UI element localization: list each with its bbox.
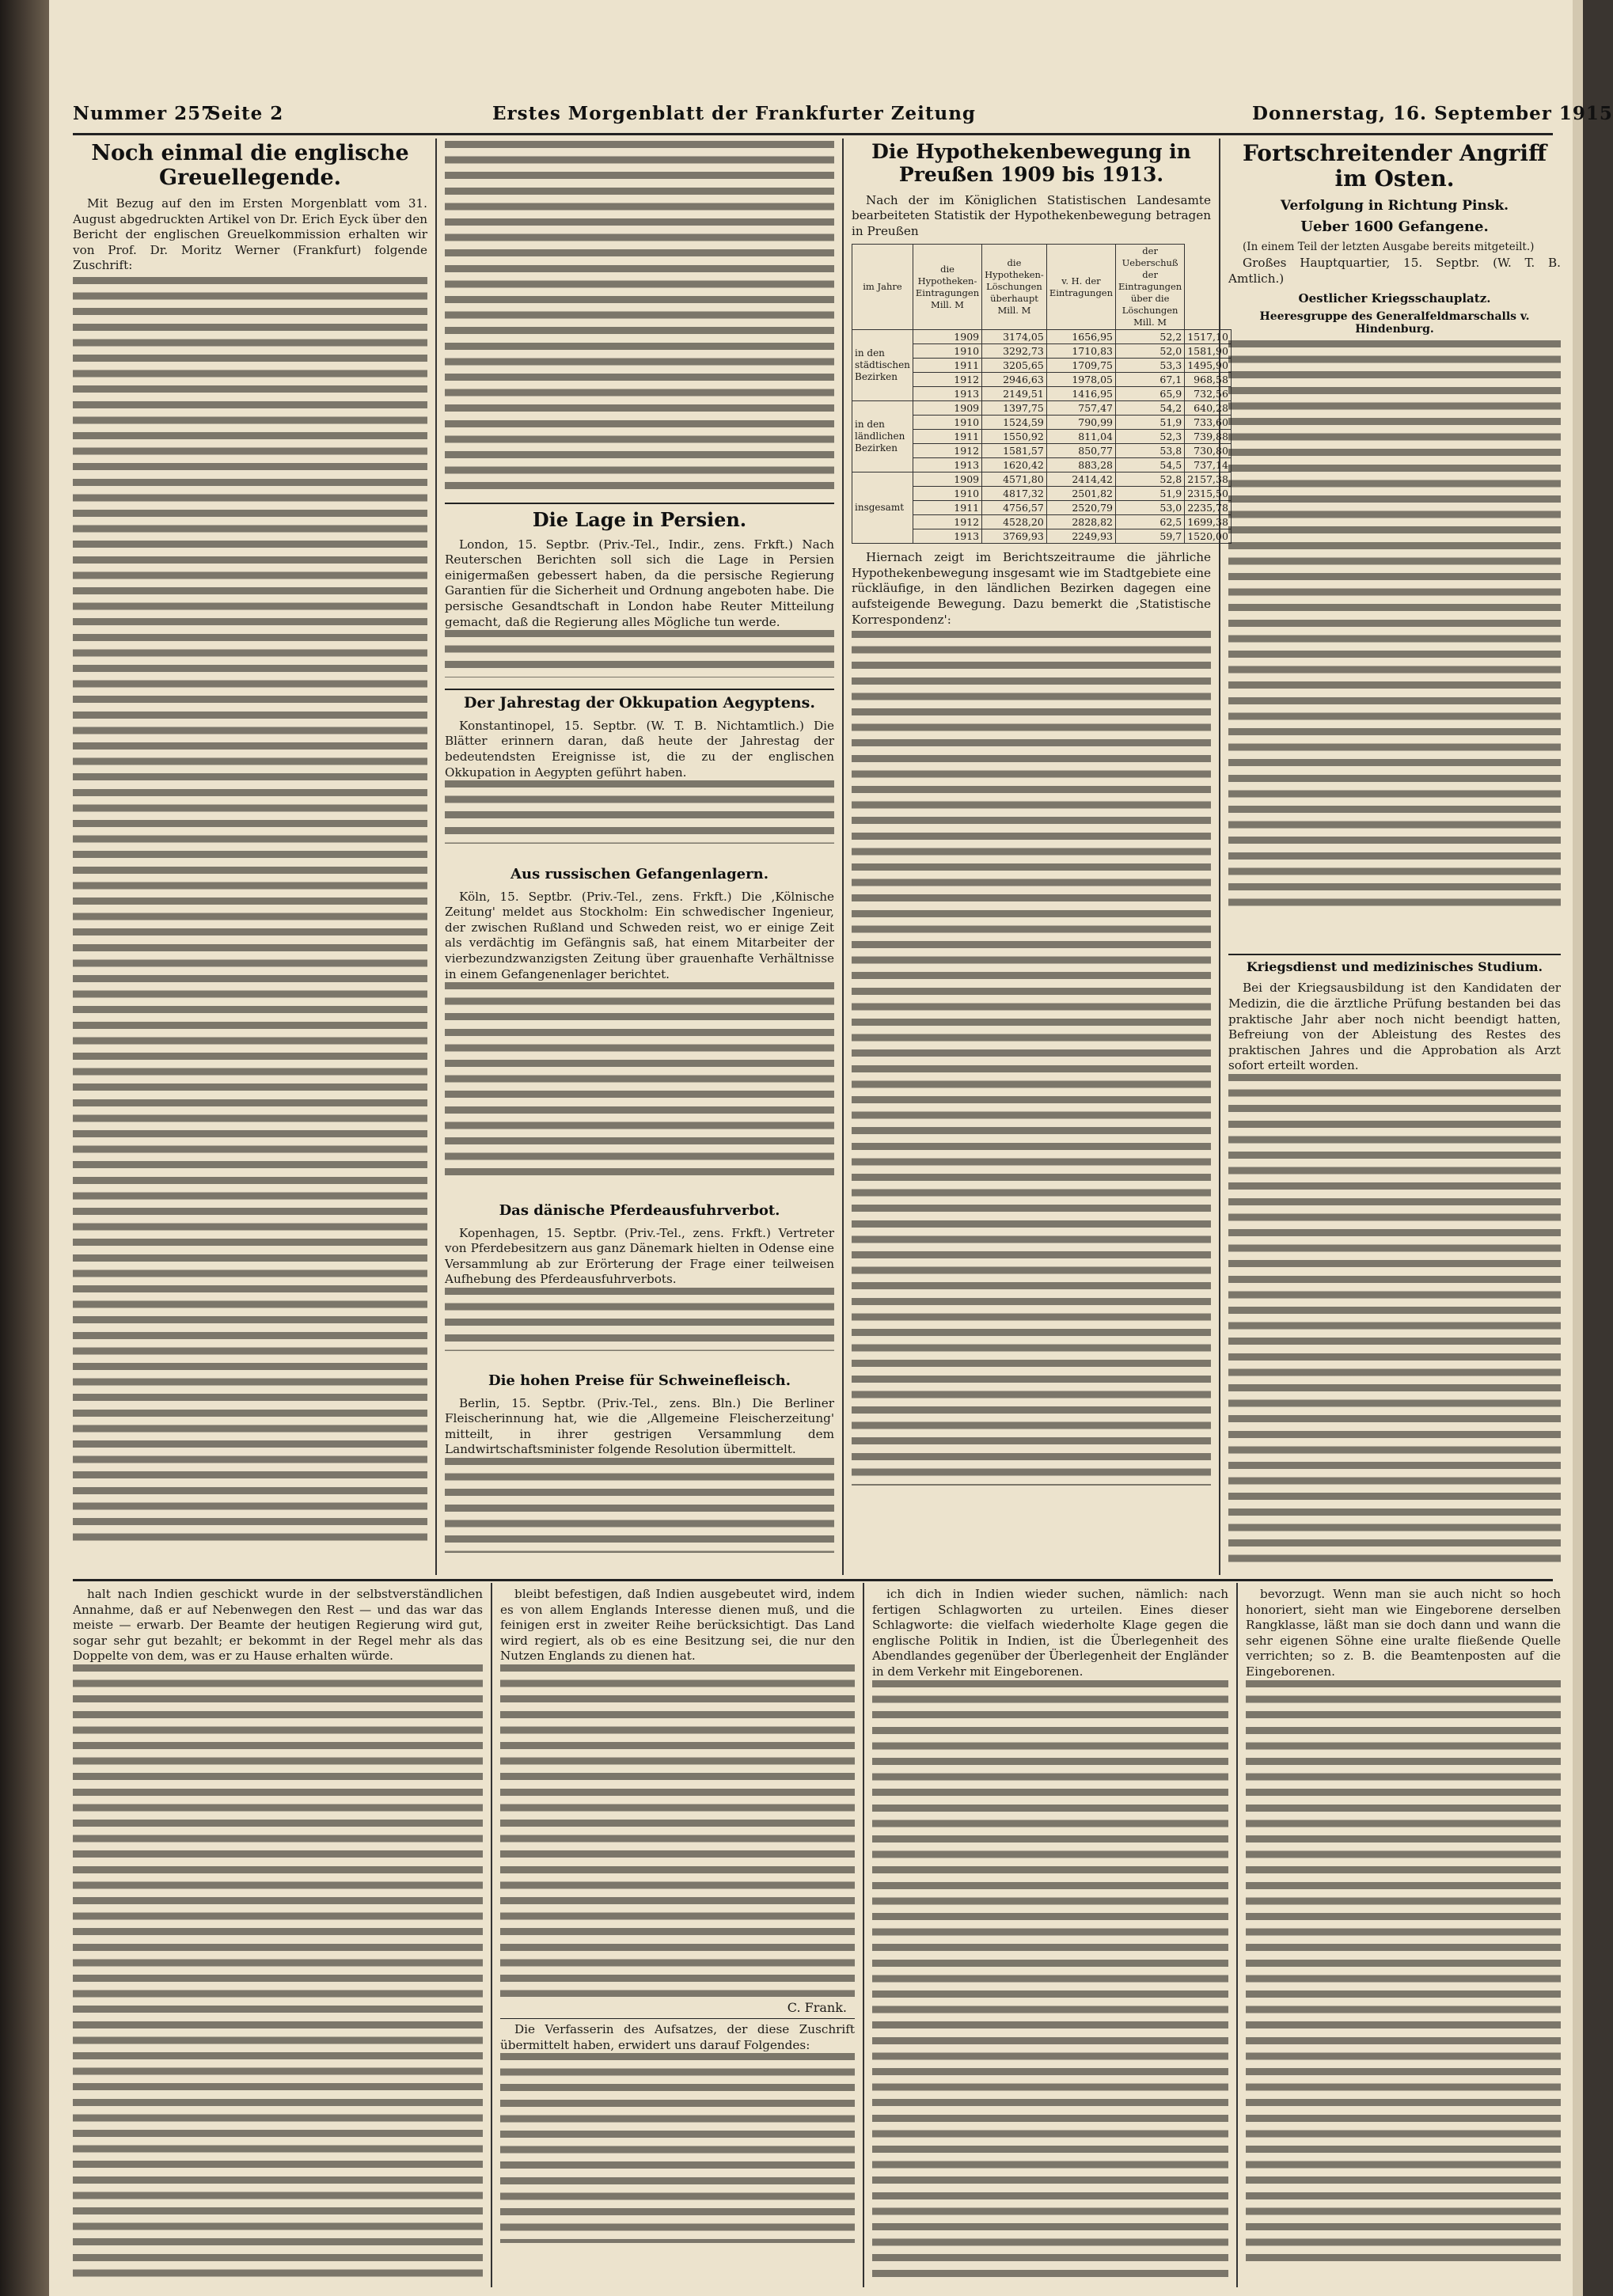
- section-rule: [73, 1579, 1553, 1581]
- feuilleton-column-3: [872, 1587, 1228, 2283]
- table-cell: 733,60: [1185, 416, 1232, 430]
- table-cell: 2315,50: [1185, 487, 1232, 501]
- body-text-lines: [73, 277, 427, 1543]
- column-rule: [435, 139, 437, 1575]
- table-row: [852, 330, 1232, 344]
- article-greuellegende-continued: [445, 141, 834, 497]
- feuilleton-column-4: [1246, 1587, 1561, 2283]
- table-cell: 1581,90: [1185, 344, 1232, 359]
- table-cell: 757,47: [1046, 401, 1115, 416]
- column-rule: [491, 1583, 492, 2287]
- article-subtitle: Verfolgung in Richtung Pinsk.: [1280, 198, 1509, 214]
- table-cell: 2828,82: [1046, 515, 1115, 529]
- column-rule: [863, 1583, 864, 2287]
- table-cell: 1517,10: [1185, 330, 1232, 344]
- column-rule: [1236, 1583, 1238, 2287]
- table-cell: 67,1: [1116, 373, 1185, 387]
- table-cell: 1911: [913, 501, 981, 515]
- table-row: [852, 401, 1232, 416]
- article-body: Kopenhagen, 15. Septbr. (Priv.-Tel., zens. Frkft.) Vertreter von Pferdebesitzern aus ganz Dänemark hielten in Odense eine Versammlung ab zur Erörterung der Frage einer teilweisen Aufhebung des Pferdeausfuhrverbots.: [445, 1225, 834, 1287]
- article-subtitle: Ueber 1600 Gefangene.: [1300, 218, 1489, 236]
- page-edge: [1573, 0, 1583, 2296]
- article-rule: [1228, 954, 1561, 955]
- issue-number: Nummer 257: [73, 103, 215, 124]
- table-body: [852, 330, 1232, 544]
- table-cell: 1909: [913, 472, 981, 487]
- article-aegypten: [445, 689, 834, 863]
- section-heading: Oestlicher Kriegsschauplatz.: [1298, 291, 1491, 306]
- body-text-lines: [500, 1664, 855, 1997]
- table-cell: 1912: [913, 444, 981, 458]
- table-group-label: in den ländlichen Bezirken: [852, 401, 913, 472]
- table-cell: 968,58: [1185, 373, 1232, 387]
- body-text-lines: [872, 1680, 1228, 2282]
- feuilleton-column-1: [73, 1587, 483, 2283]
- table-cell: 1909: [913, 330, 981, 344]
- table-cell: 54,2: [1116, 401, 1185, 416]
- table-cell: 2520,79: [1046, 501, 1115, 515]
- table-cell: 1913: [913, 387, 981, 401]
- table-header: die Hypotheken-Eintragungen Mill. M: [913, 245, 981, 330]
- table-cell: 1911: [913, 359, 981, 373]
- table-cell: 1416,95: [1046, 387, 1115, 401]
- table-cell: 1709,75: [1046, 359, 1115, 373]
- book-binding: [0, 0, 49, 2296]
- article-angriff-osten: [1228, 141, 1561, 948]
- edition-title: Erstes Morgenblatt der Frankfurter Zeitung: [492, 103, 977, 124]
- article-title: Noch einmal die englische Greuellegende.: [91, 141, 409, 191]
- table-cell: 1910: [913, 416, 981, 430]
- table-cell: 1581,57: [982, 444, 1047, 458]
- table-cell: 2149,51: [982, 387, 1047, 401]
- table-cell: 2501,82: [1046, 487, 1115, 501]
- table-cell: 1699,38: [1185, 515, 1232, 529]
- table-cell: 62,5: [1116, 515, 1185, 529]
- table-cell: 1912: [913, 515, 981, 529]
- divider: [500, 2018, 855, 2019]
- table-cell: 4528,20: [982, 515, 1047, 529]
- article-body: Bei der Kriegsausbildung ist den Kandidaten der Medizin, die die ärztliche Prüfung bestanden bei das praktische Jahr aber noch nicht beendigt hatten, Befreiung von der Ableistung des Restes des praktischen Jahres und die Approbation als Arzt sofort erteilt worden.: [1228, 981, 1561, 1073]
- article-intro: Nach der im Königlichen Statistischen Landesamte bearbeiteten Statistik der Hypothekenbewegung betragen in Preußen: [852, 192, 1211, 238]
- table-cell: 1710,83: [1046, 344, 1115, 359]
- table-cell: 3174,05: [982, 330, 1047, 344]
- feuilleton-column-2: [500, 1587, 855, 2283]
- table-cell: 1397,75: [982, 401, 1047, 416]
- article-title: Die hohen Preise für Schweinefleisch.: [488, 1372, 791, 1389]
- table-cell: 59,7: [1116, 529, 1185, 544]
- table-cell: 1550,92: [982, 430, 1047, 444]
- article-schweinefleisch: [445, 1373, 834, 1575]
- body-text-lines: [445, 1288, 834, 1351]
- table-cell: 1912: [913, 373, 981, 387]
- table-group-label: in den städtischen Bezirken: [852, 330, 913, 401]
- table-cell: 739,88: [1185, 430, 1232, 444]
- article-title: Die Hypothekenbewegung in Preußen 1909 bis 1913.: [871, 140, 1191, 186]
- article-dateline: Großes Hauptquartier, 15. Septbr. (W. T. B. Amtlich.): [1228, 255, 1561, 286]
- newspaper-page: [49, 0, 1613, 2296]
- table-cell: 1524,59: [982, 416, 1047, 430]
- body-text-lines: [445, 630, 834, 677]
- table-group-label: insgesamt: [852, 472, 913, 544]
- header-rule: [73, 133, 1553, 135]
- table-cell: 1913: [913, 458, 981, 472]
- table-cell: 1913: [913, 529, 981, 544]
- table-cell: 53,3: [1116, 359, 1185, 373]
- article-kriegsdienst: [1228, 954, 1561, 1575]
- section-heading: Heeresgruppe des Generalfeldmarschalls v. Hindenburg.: [1259, 310, 1530, 336]
- feuilleton-text: halt nach Indien geschickt wurde in der selbstverständlichen Annahme, daß er auf Nebenwegen den Rest — und das war das meiste — erwarb. Der Beamte der heutigen Regierung wird gut, sogar sehr gut bezahlt; er bekommt in der Regel mehr als das Doppelte von dem, was er zu Hause erhalten würde.: [73, 1587, 483, 1664]
- article-body: Konstantinopel, 15. Septbr. (W. T. B. Nichtamtlich.) Die Blätter erinnern daran, daß heute der Jahrestag der bedeutendsten Ereignisse ist, die zu der englischen Okkupation in Aegypten geführt haben.: [445, 718, 834, 780]
- table-cell: 1495,90: [1185, 359, 1232, 373]
- article-gefangenlager: [445, 867, 834, 1199]
- body-text-lines: [1228, 1074, 1561, 1565]
- article-persien: [445, 503, 834, 685]
- article-body: Berlin, 15. Septbr. (Priv.-Tel., zens. Bln.) Die Berliner Fleischerinnung hat, wie die ,Allgemeine Fleischerzeitung' mitteilt, in ihrer gestrigen Versammlung dem Landwirtschaftsminister folgende Resolution übermittelt.: [445, 1395, 834, 1457]
- feuilleton-text: bleibt befestigen, daß Indien ausgebeutet wird, indem es von allem Englands Interesse dienen muß, und die feinigen erst in zweiter Reihe berücksichtigt. Das Land wird regiert, als ob es eine Besitzung sei, die nur den Nutzen Englands zu dienen hat.: [500, 1587, 855, 1664]
- article-body: Köln, 15. Septbr. (Priv.-Tel., zens. Frkft.) Die ,Kölnische Zeitung' meldet aus Stockholm: Ein schwedischer Ingenieur, der zwischen Rußland und Schweden reist, wo er einige Zeit als verdächtig im Gefängnis saß, hat einem Mitarbeiter der vierbezundzwanzigsten Zeitung über grauenhafte Verhältnisse in einem Gefangenenlager berichtet.: [445, 889, 834, 981]
- article-rule: [445, 503, 834, 504]
- feuilleton-text: bevorzugt. Wenn man sie auch nicht so hoch honoriert, sieht man wie Eingeborene derselben Rangklasse, läßt man sie doch dann und wann die sehr eigenen Söhne eine uralte fließende Quelle verrichten; so z. B. die Beamtenposten auf die Eingeborenen.: [1246, 1587, 1561, 1679]
- table-cell: 732,56: [1185, 387, 1232, 401]
- table-cell: 2414,42: [1046, 472, 1115, 487]
- table-cell: 53,8: [1116, 444, 1185, 458]
- table-cell: 51,9: [1116, 487, 1185, 501]
- table-cell: 3292,73: [982, 344, 1047, 359]
- article-note: (In einem Teil der letzten Ausgabe bereits mitgeteilt.): [1243, 241, 1535, 254]
- article-lead: Mit Bezug auf den im Ersten Morgenblatt vom 31. August abgedruckten Artikel von Dr. Erich Eyck über den Bericht der englischen Greuelkommission erhalten wir von Prof. Dr. Moritz Werner (Frankfurt) folgende Zuschrift:: [73, 196, 427, 273]
- table-cell: 4756,57: [982, 501, 1047, 515]
- body-text-lines: [1228, 340, 1561, 910]
- table-cell: 2946,63: [982, 373, 1047, 387]
- hypotheken-table: [852, 244, 1232, 544]
- table-cell: 1520,00: [1185, 529, 1232, 544]
- table-cell: 1656,95: [1046, 330, 1115, 344]
- table-cell: 52,0: [1116, 344, 1185, 359]
- reply-intro: Die Verfasserin des Aufsatzes, der diese Zuschrift übermittelt haben, erwidert uns darauf Folgendes:: [500, 2021, 855, 2052]
- table-cell: 54,5: [1116, 458, 1185, 472]
- body-text-lines: [445, 141, 834, 489]
- table-cell: 1910: [913, 344, 981, 359]
- table-header: v. H. der Eintragungen: [1046, 245, 1115, 330]
- body-text-lines: [445, 780, 834, 844]
- table-cell: 640,28: [1185, 401, 1232, 416]
- article-title: Das dänische Pferdeausfuhrverbot.: [499, 1202, 780, 1219]
- table-cell: 51,9: [1116, 416, 1185, 430]
- table-cell: 1909: [913, 401, 981, 416]
- table-header: die Hypotheken-Löschungen überhaupt Mill. M: [982, 245, 1047, 330]
- table-cell: 2157,38: [1185, 472, 1232, 487]
- table-cell: 4571,80: [982, 472, 1047, 487]
- table-row: [852, 472, 1232, 487]
- table-cell: 850,77: [1046, 444, 1115, 458]
- body-text-lines: [445, 982, 834, 1180]
- feuilleton-text: ich dich in Indien wieder suchen, nämlich: nach fertigen Schlagworten zu urteilen. Eines dieser Schlagworte: die vielfach wiederholte Klage gegen die englische Politik in Indien, ist die Überlegenheit des Abendlandes gegenüber der Überlegenheit der Engländer in dem Verkehr mit Eingeborenen.: [872, 1587, 1228, 1679]
- table-header: im Jahre: [852, 245, 913, 330]
- table-cell: 1620,42: [982, 458, 1047, 472]
- table-cell: 53,0: [1116, 501, 1185, 515]
- article-title: Aus russischen Gefangenlagern.: [510, 866, 769, 882]
- table-cell: 52,3: [1116, 430, 1185, 444]
- article-rule: [445, 689, 834, 690]
- table-cell: 3205,65: [982, 359, 1047, 373]
- article-greuellegende: [73, 141, 427, 1573]
- table-cell: 1910: [913, 487, 981, 501]
- table-cell: 3769,93: [982, 529, 1047, 544]
- table-header: der Ueberschuß der Eintragungen über die Löschungen Mill. M: [1116, 245, 1185, 330]
- column-rule: [842, 139, 844, 1575]
- body-text-lines: [445, 1458, 834, 1553]
- article-hypotheken: [852, 140, 1228, 1573]
- page-number: Seite 2: [207, 103, 284, 124]
- signature: C. Frank.: [787, 1999, 847, 2015]
- table-cell: 65,9: [1116, 387, 1185, 401]
- article-title: Der Jahrestag der Okkupation Aegyptens.: [464, 694, 815, 712]
- table-cell: 1978,05: [1046, 373, 1115, 387]
- table-cell: 2235,78: [1185, 501, 1232, 515]
- article-title: Die Lage in Persien.: [532, 508, 747, 531]
- table-cell: 811,04: [1046, 430, 1115, 444]
- article-body: Hiernach zeigt im Berichtszeitraume die jährliche Hypothekenbewegung insgesamt wie im Stadtgebiete eine rückläufige, in den ländlichen Bezirken dagegen eine aufsteigende Bewegung. Dazu bemerkt die ,Statistische Korrespondenz':: [852, 550, 1211, 627]
- article-body: London, 15. Septbr. (Priv.-Tel., Indir., zens. Frkft.) Nach Reuterschen Berichten soll sich die Lage in Persien einigermaßen gebessert haben, da die persische Regierung Garantien für die Sicherheit und Ordnung angeboten habe. Die persische Gesandtschaft in London habe Reuter Mitteilung gemacht, daß die Regierung alles Mögliche tun werde.: [445, 537, 834, 629]
- body-text-lines: [500, 2053, 855, 2243]
- table-cell: 883,28: [1046, 458, 1115, 472]
- table-cell: 52,2: [1116, 330, 1185, 344]
- body-text-lines: [852, 631, 1211, 1486]
- article-title: Fortschreitender Angriff im Osten.: [1242, 140, 1547, 192]
- table-cell: 730,80: [1185, 444, 1232, 458]
- table-cell: 2249,93: [1046, 529, 1115, 544]
- body-text-lines: [73, 1664, 483, 2282]
- issue-date: Donnerstag, 16. September 1915: [1252, 103, 1613, 124]
- table-cell: 52,8: [1116, 472, 1185, 487]
- table-cell: 737,14: [1185, 458, 1232, 472]
- body-text-lines: [1246, 1680, 1561, 2266]
- table-cell: 4817,32: [982, 487, 1047, 501]
- table-cell: 1911: [913, 430, 981, 444]
- article-pferdeausfuhr: [445, 1203, 834, 1369]
- table-cell: 790,99: [1046, 416, 1115, 430]
- article-title: Kriegsdienst und medizinisches Studium.: [1246, 959, 1543, 974]
